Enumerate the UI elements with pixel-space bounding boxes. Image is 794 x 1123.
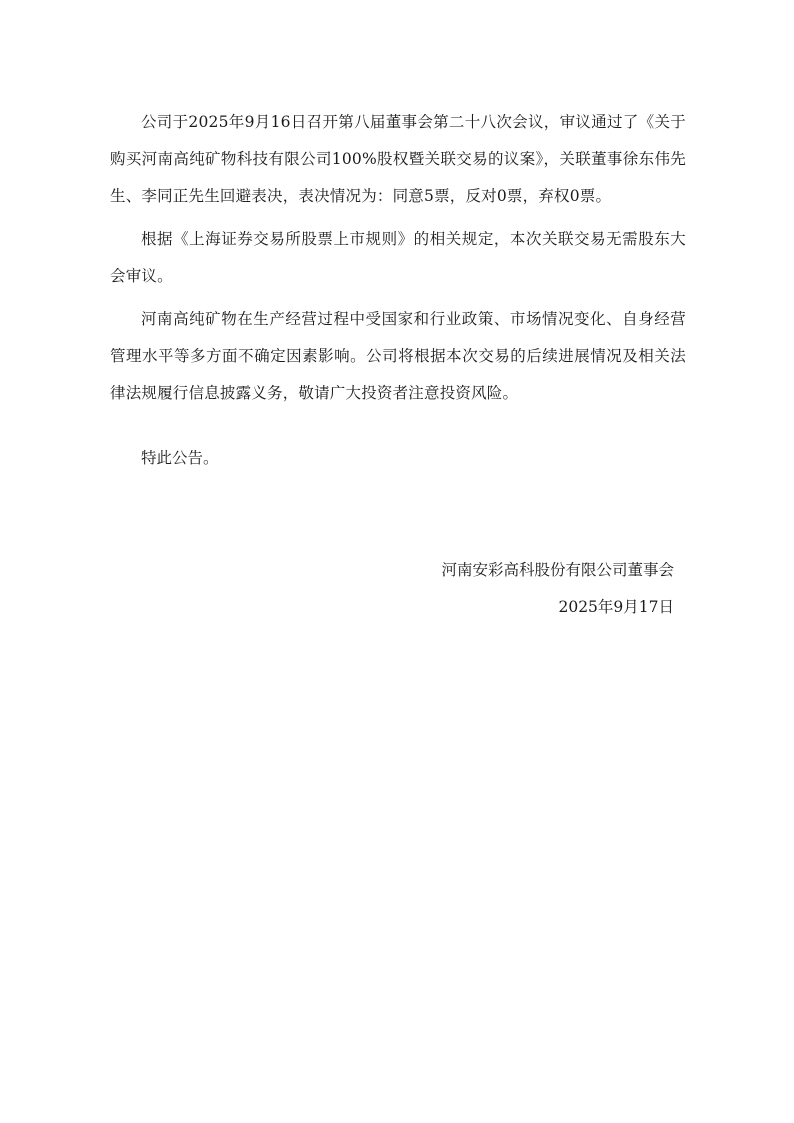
paragraph-regulation: 根据《上海证券交易所股票上市规则》的相关规定，本次关联交易无需股东大会审议。 — [110, 230, 686, 285]
closing-statement: 特此公告。 — [141, 449, 219, 467]
signature-issuer: 河南安彩高科股份有限公司董事会 — [441, 561, 674, 579]
signature-block — [441, 552, 674, 626]
signature-date: 2025年9月17日 — [558, 598, 674, 616]
document-body — [110, 104, 686, 477]
paragraph-board-resolution: 公司于2025年9月16日召开第八届董事会第二十八次会议，审议通过了《关于购买河南高纯矿物科技有限公司100%股权暨关联交易的议案》，关联董事徐东伟先生、李同正先生回避表决，表决情况为：同意5票，反对0票，弃权0票。 — [110, 113, 686, 205]
paragraph-risk-notice: 河南高纯矿物在生产经营过程中受国家和行业政策、市场情况变化、自身经营管理水平等多方面不确定因素影响。公司将根据本次交易的后续进展情况及相关法律法规履行信息披露义务，敬请广大投资者注意投资风险。 — [110, 310, 686, 402]
